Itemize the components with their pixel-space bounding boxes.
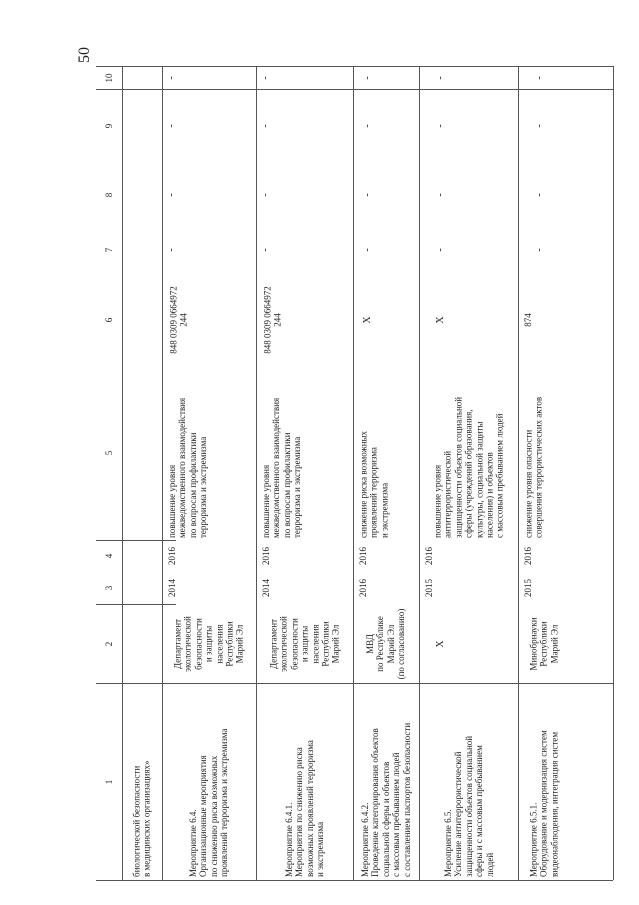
row1-col3	[162, 572, 182, 604]
row1-col7	[162, 227, 182, 273]
row4-col5	[419, 366, 518, 540]
col-header-label: 4	[104, 553, 114, 559]
cell-text: МВД по Республике Марий Эл (по согласованию)	[365, 608, 407, 679]
cell-text: X	[434, 315, 446, 324]
row3-col9	[353, 89, 383, 163]
row0-col1	[122, 683, 162, 880]
cell-text: -	[260, 193, 271, 197]
row5-col1	[518, 683, 570, 880]
row4-col9	[419, 89, 463, 163]
row4-col7	[419, 227, 463, 273]
col-header-2	[96, 604, 122, 683]
row3-col6	[353, 273, 383, 366]
row1-col9	[162, 89, 182, 163]
row1-col2	[162, 604, 256, 683]
row3-col3	[353, 572, 373, 604]
col-header-label: 6	[104, 317, 114, 322]
cell-text: биологической безопасности в медицинских организациях»	[131, 760, 152, 877]
row4-col10	[419, 66, 463, 89]
cell-text: 2014	[260, 579, 271, 597]
row1-col6	[162, 273, 196, 366]
cell-text: -	[362, 124, 373, 128]
row3-col7	[353, 227, 383, 273]
col-header-6	[96, 273, 122, 366]
row3-col5	[353, 366, 395, 540]
cell-text: -	[534, 75, 545, 80]
cell-text: 2014	[166, 579, 177, 597]
cell-text: -	[166, 75, 177, 80]
page-number: 50	[76, 47, 93, 63]
col-header-9	[96, 89, 122, 163]
cell-text: -	[166, 124, 177, 128]
cell-text: Мероприятие 6.4.1. Мероприятия по снижению риска возможных проявлений терроризма и экстремизма	[283, 739, 325, 877]
row2-col1	[256, 683, 353, 880]
row5-col3	[518, 572, 538, 604]
row5-col10	[518, 66, 562, 89]
row4-col6	[419, 273, 463, 366]
row3-col1	[353, 683, 419, 880]
cell-text: Мероприятие 6.4. Организационные мероприятия по снижению риска возможных проявлений терроризма и экстремизма	[188, 728, 230, 877]
cell-text: 2016	[423, 547, 434, 565]
row3-col10	[353, 66, 383, 89]
col-header-label: 9	[104, 123, 114, 129]
row5-col7	[518, 227, 562, 273]
col-header-label: 7	[104, 247, 114, 253]
col-header-10	[96, 66, 122, 89]
row4-col4	[419, 540, 439, 572]
col-header-5	[96, 366, 122, 540]
col-header-7	[96, 227, 122, 273]
row4-col1	[419, 683, 518, 880]
row3-col8	[353, 163, 383, 227]
cell-text: -	[435, 124, 446, 128]
cell-text: Мероприятие 6.5.1. Оборудование и модернизация систем видеонаблюдения, интеграция систем	[528, 729, 560, 877]
cell-text: 2015	[522, 579, 533, 597]
row2-col8	[256, 163, 276, 227]
row2-col5	[256, 366, 308, 540]
cell-text: -	[166, 248, 177, 252]
cell-text: -	[435, 248, 446, 252]
cell-text: 2016	[357, 547, 368, 565]
cell-text: повышение уровня межведомственного взаимодействия по вопросам профилактики терроризма и экстремизма	[261, 397, 303, 538]
row1-col5	[162, 366, 214, 540]
row2-col3	[256, 572, 276, 604]
row2-col6	[256, 273, 290, 366]
cell-text: -	[534, 193, 545, 197]
cell-text: -	[362, 75, 373, 80]
cell-text: X	[434, 639, 446, 648]
row2-col2	[256, 604, 353, 683]
cell-text: -	[534, 124, 545, 128]
row5-col2	[518, 604, 570, 683]
col-header-label: 2	[104, 641, 114, 646]
cell-text: -	[362, 193, 373, 197]
row2-col9	[256, 89, 276, 163]
cell-text: 2016	[166, 547, 177, 565]
row1-col8	[162, 163, 182, 227]
cell-text: 2016	[522, 547, 533, 565]
cell-text: 848 0309 0664972 244	[262, 285, 283, 354]
row5-col5	[518, 366, 550, 540]
cell-text: снижение риска возможных проявлений терроризма и экстремизма	[358, 430, 390, 538]
cell-text: 2015	[423, 579, 434, 597]
cell-text: 874	[522, 312, 533, 327]
row5-col8	[518, 163, 562, 227]
row4-col8	[419, 163, 463, 227]
row4-col2	[419, 604, 463, 683]
col-header-8	[96, 163, 122, 227]
col-header-label: 3	[104, 585, 114, 591]
cell-text: -	[534, 248, 545, 252]
row2-col10	[256, 66, 276, 89]
row5-col6	[518, 273, 538, 366]
col-header-4	[96, 540, 122, 572]
col-header-label: 10	[104, 73, 114, 82]
col-header-3	[96, 572, 122, 604]
cell-text: -	[260, 75, 271, 80]
cell-text: Мероприятие 6.5. Усиление антитеррористической защищенности объектов социальной сферы и с массовым пребыванием людей	[442, 735, 495, 877]
row1-col1	[162, 683, 256, 880]
cell-text: 2016	[260, 547, 271, 565]
cell-text: -	[260, 248, 271, 252]
cell-text: -	[166, 193, 177, 197]
cell-text: Мероприятие 6.4.2. Проведение категорирования объектов социальной сферы и объектов с массовым пребыванием людей с составлением паспортов безопасности	[359, 722, 412, 877]
row1-col10	[162, 66, 182, 89]
cell-text: Минобрнауки Республики Марий Эл	[528, 616, 560, 671]
col-header-label: 5	[104, 450, 114, 456]
col-header-1	[96, 683, 122, 880]
row5-col9	[518, 89, 562, 163]
cell-text: -	[435, 193, 446, 197]
row3-col2	[353, 604, 419, 683]
cell-text: Департамент экологической безопасности и защиты населения Республики Марий Эл	[172, 615, 246, 672]
cell-text: -	[362, 248, 373, 252]
row2-col7	[256, 227, 276, 273]
cell-text: -	[435, 75, 446, 80]
cell-text: 848 0309 0664972 244	[168, 285, 189, 354]
cell-text: -	[260, 124, 271, 128]
row1-col4	[162, 540, 182, 572]
row4-col3	[419, 572, 439, 604]
row2-col4	[256, 540, 276, 572]
cell-text: повышение уровня межведомственного взаимодействия по вопросам профилактики терроризма и экстремизма	[167, 397, 209, 538]
cell-text: Департамент экологической безопасности и защиты населения Республики Марий Эл	[268, 615, 341, 672]
row3-col4	[353, 540, 373, 572]
cell-text: повышение уровня антитеррористической защищенности объектов социальной сферы (учреждений образования, культуры, социальной защиты населения) и объектов с массовым пребыванием людей	[432, 396, 505, 538]
col-header-label: 1	[104, 779, 114, 784]
cell-text: снижение уровня опасности совершения террористических актов	[523, 396, 544, 538]
cell-text: 2016	[357, 579, 368, 597]
col-header-label: 8	[104, 192, 114, 198]
cell-text: X	[361, 315, 373, 324]
row5-col4	[518, 540, 538, 572]
